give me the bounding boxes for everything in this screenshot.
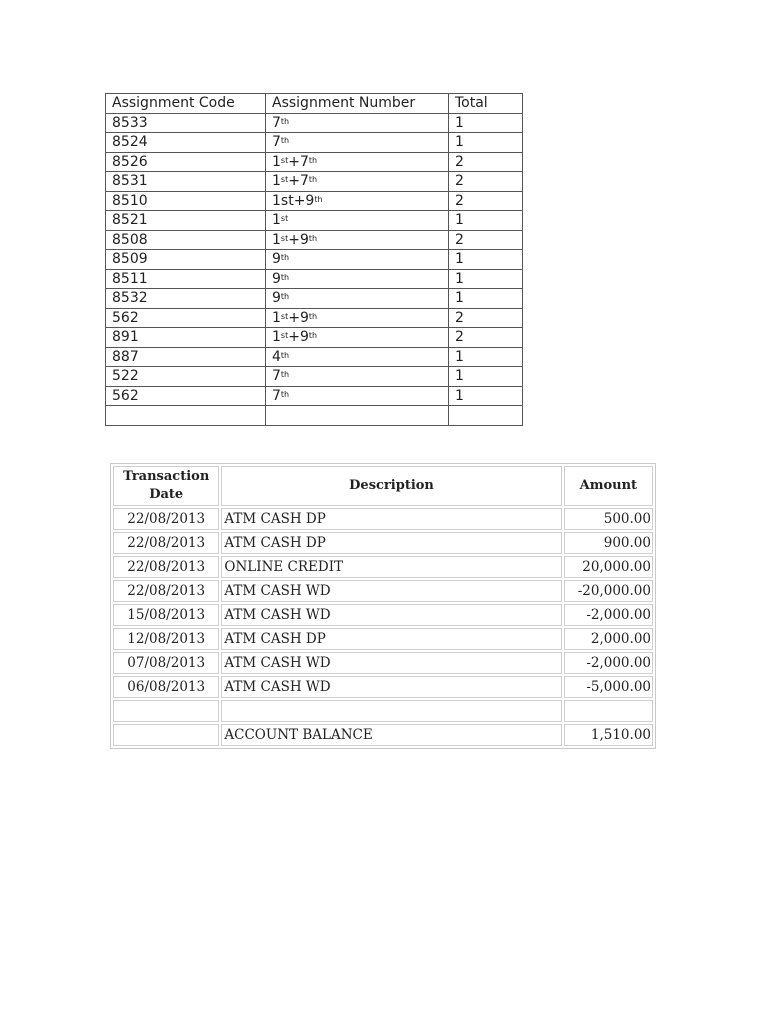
ordinal-suffix: st bbox=[280, 155, 289, 165]
assignment-number-text: +9 bbox=[288, 309, 309, 326]
ordinal-suffix: th bbox=[308, 233, 318, 243]
transaction-row bbox=[113, 580, 653, 602]
transaction-description-cell: ATM CASH DP bbox=[221, 628, 561, 650]
transaction-amount-cell bbox=[564, 700, 653, 722]
transaction-description-cell: ONLINE CREDIT bbox=[221, 556, 561, 578]
assignment-code-cell: 8521 bbox=[106, 211, 266, 231]
assignment-number-text: 1 bbox=[272, 173, 281, 190]
assignment-number-cell bbox=[266, 230, 449, 250]
assignment-number-text: 7 bbox=[272, 368, 281, 385]
assignment-row bbox=[106, 328, 523, 348]
transaction-date-cell: 12/08/2013 bbox=[113, 628, 219, 650]
transaction-row bbox=[113, 604, 653, 626]
transaction-date-cell: 15/08/2013 bbox=[113, 604, 219, 626]
transaction-date-cell bbox=[113, 724, 219, 746]
ordinal-suffix: th bbox=[280, 272, 290, 282]
assignment-number-text: +9 bbox=[288, 329, 309, 346]
assignment-row bbox=[106, 172, 523, 192]
transaction-row bbox=[113, 724, 653, 746]
assignment-code-cell: 8509 bbox=[106, 250, 266, 270]
assignment-row bbox=[106, 269, 523, 289]
ordinal-suffix: th bbox=[308, 155, 318, 165]
ordinal-suffix: st bbox=[280, 214, 289, 224]
assignment-header-row bbox=[106, 94, 523, 114]
assignment-total-cell: 1 bbox=[449, 367, 523, 387]
assignment-total-cell bbox=[449, 406, 523, 426]
ordinal-suffix: th bbox=[308, 175, 318, 185]
transaction-row bbox=[113, 700, 653, 722]
assignment-code-cell: 8524 bbox=[106, 133, 266, 153]
assignment-number-text: 9 bbox=[272, 270, 281, 287]
assignment-number-text: 9 bbox=[272, 251, 281, 268]
transaction-row bbox=[113, 508, 653, 530]
transaction-description-cell: ATM CASH WD bbox=[221, 580, 561, 602]
transaction-amount-cell: -2,000.00 bbox=[564, 604, 653, 626]
header-assignment-code: Assignment Code bbox=[106, 94, 266, 114]
assignment-total-cell: 1 bbox=[449, 386, 523, 406]
transaction-description-cell: ATM CASH DP bbox=[221, 532, 561, 554]
assignment-code-cell: 8510 bbox=[106, 191, 266, 211]
ordinal-suffix: th bbox=[308, 331, 318, 341]
assignment-total-cell: 1 bbox=[449, 211, 523, 231]
assignment-code-cell: 8508 bbox=[106, 230, 266, 250]
ordinal-suffix: st bbox=[280, 331, 289, 341]
ordinal-suffix: st bbox=[280, 175, 289, 185]
assignment-number-text: +7 bbox=[288, 173, 309, 190]
transaction-description-cell: ATM CASH WD bbox=[221, 676, 561, 698]
assignment-row bbox=[106, 386, 523, 406]
assignment-number-cell bbox=[266, 386, 449, 406]
assignment-number-text: 7 bbox=[272, 114, 281, 131]
assignment-number-cell bbox=[266, 211, 449, 231]
ordinal-suffix: th bbox=[280, 253, 290, 263]
transaction-date-cell: 22/08/2013 bbox=[113, 508, 219, 530]
assignment-total-cell: 2 bbox=[449, 172, 523, 192]
assignment-code-cell: 891 bbox=[106, 328, 266, 348]
transaction-date-cell: 22/08/2013 bbox=[113, 532, 219, 554]
transaction-header-row bbox=[113, 466, 653, 506]
assignment-table bbox=[105, 93, 523, 426]
assignment-row bbox=[106, 133, 523, 153]
assignment-number-cell bbox=[266, 367, 449, 387]
transaction-amount-cell: 20,000.00 bbox=[564, 556, 653, 578]
assignment-row bbox=[106, 191, 523, 211]
assignment-row bbox=[106, 250, 523, 270]
assignment-number-cell bbox=[266, 406, 449, 426]
assignment-code-cell: 8511 bbox=[106, 269, 266, 289]
transaction-row bbox=[113, 532, 653, 554]
transaction-amount-cell: -2,000.00 bbox=[564, 652, 653, 674]
ordinal-suffix: th bbox=[308, 311, 318, 321]
assignment-number-text: +9 bbox=[288, 231, 309, 248]
transaction-amount-cell: -5,000.00 bbox=[564, 676, 653, 698]
assignment-row bbox=[106, 289, 523, 309]
transaction-description-cell bbox=[221, 700, 561, 722]
assignment-row bbox=[106, 230, 523, 250]
assignment-number-text: 1 bbox=[272, 153, 281, 170]
assignment-code-cell: 562 bbox=[106, 386, 266, 406]
transaction-row bbox=[113, 556, 653, 578]
assignment-number-text: 7 bbox=[272, 387, 281, 404]
assignment-table-body bbox=[106, 94, 523, 426]
assignment-row bbox=[106, 406, 523, 426]
ordinal-suffix: th bbox=[280, 350, 290, 360]
assignment-number-text: 1st+9 bbox=[272, 192, 315, 209]
assignment-number-text: 4 bbox=[272, 348, 281, 365]
assignment-number-text: 1 bbox=[272, 231, 281, 248]
header-transaction-date: Transaction Date bbox=[113, 466, 219, 506]
assignment-row bbox=[106, 347, 523, 367]
transaction-date-cell: 07/08/2013 bbox=[113, 652, 219, 674]
transaction-row bbox=[113, 652, 653, 674]
assignment-number-text: +7 bbox=[288, 153, 309, 170]
assignment-total-cell: 1 bbox=[449, 289, 523, 309]
transaction-description-cell: ATM CASH WD bbox=[221, 604, 561, 626]
ordinal-suffix: st bbox=[280, 311, 289, 321]
transaction-date-cell: 06/08/2013 bbox=[113, 676, 219, 698]
assignment-number-cell bbox=[266, 347, 449, 367]
assignment-number-cell bbox=[266, 289, 449, 309]
assignment-number-cell bbox=[266, 250, 449, 270]
transaction-description-cell: ACCOUNT BALANCE bbox=[221, 724, 561, 746]
ordinal-suffix: th bbox=[280, 116, 290, 126]
assignment-number-cell bbox=[266, 269, 449, 289]
assignment-number-text: 1 bbox=[272, 309, 281, 326]
header-description: Description bbox=[221, 466, 561, 506]
transaction-table-body bbox=[113, 508, 653, 746]
assignment-total-cell: 2 bbox=[449, 328, 523, 348]
transaction-description-cell: ATM CASH WD bbox=[221, 652, 561, 674]
assignment-row bbox=[106, 113, 523, 133]
header-assignment-number: Assignment Number bbox=[266, 94, 449, 114]
assignment-number-text: 1 bbox=[272, 329, 281, 346]
transaction-date-cell bbox=[113, 700, 219, 722]
assignment-code-cell: 522 bbox=[106, 367, 266, 387]
assignment-total-cell: 1 bbox=[449, 133, 523, 153]
transaction-description-cell: ATM CASH DP bbox=[221, 508, 561, 530]
transaction-amount-cell: 1,510.00 bbox=[564, 724, 653, 746]
assignment-code-cell bbox=[106, 406, 266, 426]
assignment-code-cell: 8533 bbox=[106, 113, 266, 133]
assignment-code-cell: 8526 bbox=[106, 152, 266, 172]
assignment-number-text: 1 bbox=[272, 212, 281, 229]
assignment-total-cell: 1 bbox=[449, 250, 523, 270]
assignment-code-cell: 562 bbox=[106, 308, 266, 328]
assignment-number-cell bbox=[266, 328, 449, 348]
assignment-total-cell: 2 bbox=[449, 230, 523, 250]
assignment-number-cell bbox=[266, 191, 449, 211]
ordinal-suffix: st bbox=[280, 233, 289, 243]
transaction-date-cell: 22/08/2013 bbox=[113, 556, 219, 578]
ordinal-suffix: th bbox=[314, 194, 323, 204]
assignment-total-cell: 2 bbox=[449, 191, 523, 211]
transaction-amount-cell: 2,000.00 bbox=[564, 628, 653, 650]
assignment-row bbox=[106, 367, 523, 387]
assignment-number-cell bbox=[266, 308, 449, 328]
transaction-amount-cell: 900.00 bbox=[564, 532, 653, 554]
transaction-date-cell: 22/08/2013 bbox=[113, 580, 219, 602]
transaction-row bbox=[113, 628, 653, 650]
header-total: Total bbox=[449, 94, 523, 114]
assignment-row bbox=[106, 152, 523, 172]
assignment-row bbox=[106, 211, 523, 231]
assignment-number-text: 7 bbox=[272, 134, 281, 151]
ordinal-suffix: th bbox=[280, 292, 290, 302]
assignment-code-cell: 8532 bbox=[106, 289, 266, 309]
transaction-row bbox=[113, 676, 653, 698]
assignment-total-cell: 2 bbox=[449, 308, 523, 328]
assignment-total-cell: 1 bbox=[449, 269, 523, 289]
transaction-table bbox=[110, 463, 656, 749]
transaction-amount-cell: 500.00 bbox=[564, 508, 653, 530]
assignment-number-text: 9 bbox=[272, 290, 281, 307]
assignment-number-cell bbox=[266, 113, 449, 133]
ordinal-suffix: th bbox=[280, 136, 290, 146]
assignment-number-cell bbox=[266, 133, 449, 153]
assignment-number-cell bbox=[266, 152, 449, 172]
ordinal-suffix: th bbox=[280, 389, 290, 399]
assignment-total-cell: 1 bbox=[449, 347, 523, 367]
assignment-row bbox=[106, 308, 523, 328]
assignment-total-cell: 1 bbox=[449, 113, 523, 133]
assignment-number-cell bbox=[266, 172, 449, 192]
header-amount: Amount bbox=[564, 466, 653, 506]
transaction-amount-cell: -20,000.00 bbox=[564, 580, 653, 602]
assignment-total-cell: 2 bbox=[449, 152, 523, 172]
ordinal-suffix: th bbox=[280, 370, 290, 380]
assignment-code-cell: 8531 bbox=[106, 172, 266, 192]
assignment-code-cell: 887 bbox=[106, 347, 266, 367]
